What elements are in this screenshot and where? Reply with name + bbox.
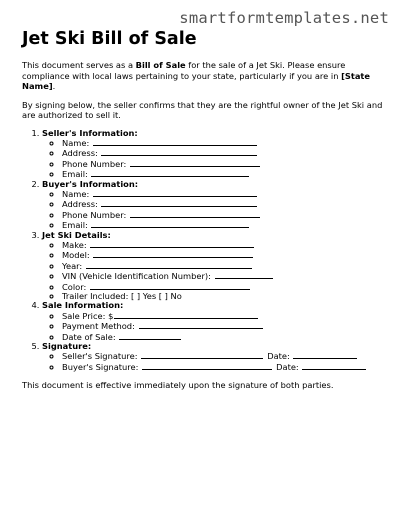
seller-section — [42, 129, 387, 180]
form-sections — [22, 129, 387, 373]
payment-method-field[interactable] — [62, 321, 387, 331]
buyer-date-label: Date: — [276, 361, 299, 372]
jetski-make-label: Make: — [62, 239, 87, 250]
intro-text-1: This document serves as a — [22, 60, 136, 70]
watermark: smartformtemplates.net — [179, 9, 389, 27]
sale-price-field[interactable] — [62, 311, 387, 321]
seller-signature-line[interactable] — [141, 351, 263, 359]
seller-name-field[interactable] — [62, 138, 387, 148]
seller-email-line[interactable] — [91, 169, 249, 177]
seller-phone-field[interactable] — [62, 159, 387, 169]
buyer-signature-line[interactable] — [142, 362, 272, 370]
seller-date-label: Date: — [267, 351, 290, 362]
buyer-address-line[interactable] — [101, 199, 257, 207]
seller-address-field[interactable] — [62, 148, 387, 158]
seller-section-title: Seller's Information: — [42, 127, 138, 138]
buyer-fields — [42, 189, 387, 231]
jetski-make-field[interactable] — [62, 240, 387, 250]
intro-text-3: . — [52, 81, 56, 91]
signature-fields — [42, 351, 387, 372]
jetski-color-line[interactable] — [90, 282, 250, 290]
jetski-model-line[interactable] — [93, 250, 253, 258]
seller-name-label: Name: — [62, 137, 90, 148]
seller-phone-line[interactable] — [130, 159, 260, 167]
buyer-address-label: Address: — [62, 199, 98, 210]
buyer-section-title: Buyer's Information: — [42, 178, 139, 189]
sale-section-title: Sale Information: — [42, 300, 124, 311]
seller-signature-field[interactable] — [62, 351, 387, 361]
sale-date-line[interactable] — [119, 332, 181, 340]
buyer-section — [42, 180, 387, 231]
jetski-color-label: Color: — [62, 281, 87, 292]
seller-address-line[interactable] — [101, 148, 257, 156]
jetski-vin-label: VIN (Vehicle Identification Number): — [62, 271, 211, 282]
jetski-model-label: Model: — [62, 250, 90, 261]
buyer-email-line[interactable] — [91, 220, 249, 228]
seller-signature-label: Seller's Signature: — [62, 351, 138, 362]
state-name-placeholder: [State Name] — [22, 70, 371, 91]
buyer-phone-field[interactable] — [62, 210, 387, 220]
jetski-year-label: Year: — [62, 260, 83, 271]
seller-date-line[interactable] — [293, 351, 357, 359]
buyer-phone-line[interactable] — [130, 210, 260, 218]
bill-of-sale-term: Bill of Sale — [135, 60, 186, 70]
payment-method-line[interactable] — [139, 321, 263, 329]
sale-price-label: Sale Price: $ — [62, 310, 114, 321]
intro-paragraph — [22, 60, 387, 92]
sale-date-label: Date of Sale: — [62, 331, 116, 342]
payment-method-label: Payment Method: — [62, 321, 135, 332]
confirmation-paragraph: By signing below, the seller confirms that they are the rightful owner of the Jet Ski and are authorized to sell it. — [22, 99, 383, 120]
seller-address-label: Address: — [62, 148, 98, 159]
sale-section — [42, 301, 387, 342]
jetski-section — [42, 231, 387, 302]
buyer-name-line[interactable] — [93, 189, 257, 197]
jetski-model-field[interactable] — [62, 250, 387, 260]
jetski-section-title: Jet Ski Details: — [42, 229, 111, 240]
buyer-name-field[interactable] — [62, 189, 387, 199]
page-title: Jet Ski Bill of Sale — [22, 29, 197, 49]
document — [22, 28, 387, 399]
jetski-vin-field[interactable] — [62, 271, 387, 281]
buyer-email-label: Email: — [62, 220, 88, 231]
jetski-vin-line[interactable] — [215, 271, 273, 279]
sale-price-line[interactable] — [114, 311, 258, 319]
closing-paragraph: This document is effective immediately upon the signature of both parties. — [22, 380, 334, 391]
seller-phone-label: Phone Number: — [62, 158, 127, 169]
jetski-trailer-label: Trailer Included: [ ] Yes [ ] No — [62, 291, 182, 301]
seller-name-line[interactable] — [93, 138, 257, 146]
buyer-name-label: Name: — [62, 188, 90, 199]
buyer-signature-label: Buyer's Signature: — [62, 361, 139, 372]
sale-fields — [42, 311, 387, 342]
signature-section — [42, 342, 387, 372]
jetski-fields — [42, 240, 387, 301]
jetski-year-field[interactable] — [62, 261, 387, 271]
intro-text-2: for the sale of a Jet Ski. Please ensure compliance with local laws pertaining to your state, particularly if you are in — [22, 60, 346, 81]
sale-date-field[interactable] — [62, 332, 387, 342]
jetski-year-line[interactable] — [86, 261, 252, 269]
buyer-address-field[interactable] — [62, 199, 387, 209]
buyer-phone-label: Phone Number: — [62, 209, 127, 220]
seller-email-label: Email: — [62, 169, 88, 180]
buyer-date-line[interactable] — [302, 362, 366, 370]
jetski-make-line[interactable] — [90, 240, 254, 248]
signature-section-title: Signature: — [42, 341, 92, 352]
buyer-signature-field[interactable] — [62, 362, 387, 372]
seller-fields — [42, 138, 387, 180]
